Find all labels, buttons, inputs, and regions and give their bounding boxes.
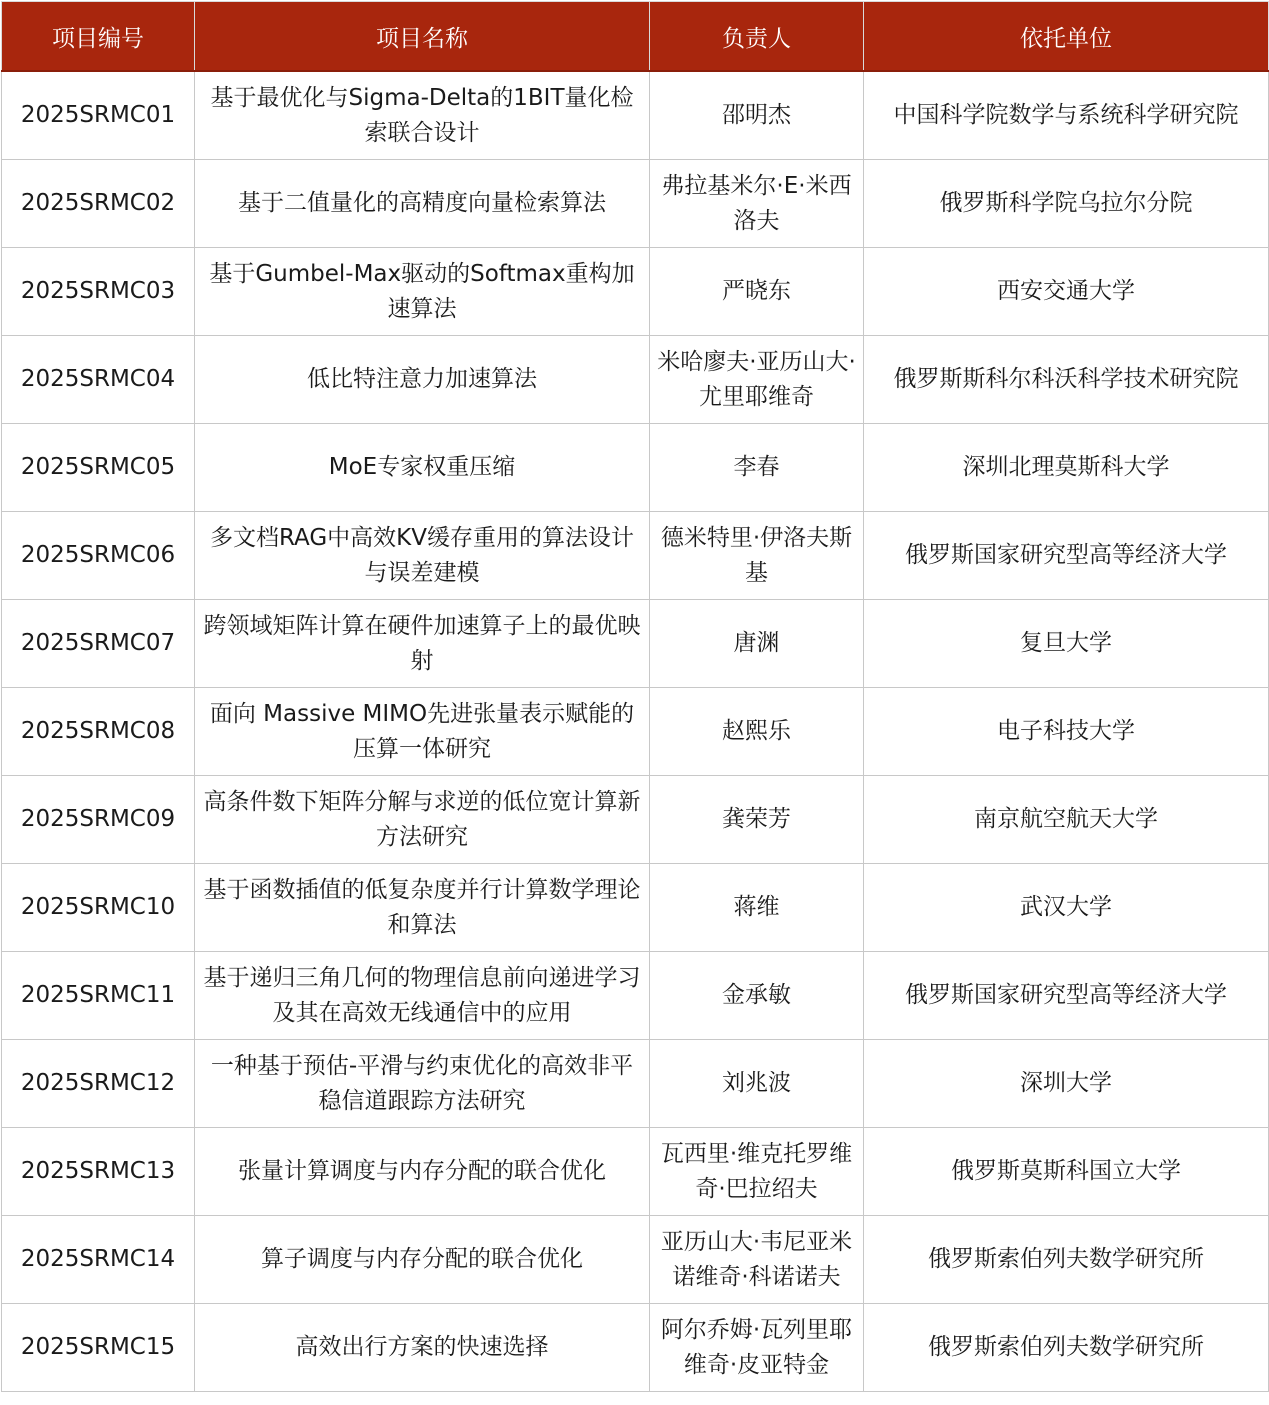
cell-code: 2025SRMC09: [2, 776, 195, 864]
cell-unit: 电子科技大学: [864, 688, 1269, 776]
table-row: [2, 1040, 1269, 1128]
cell-code: 2025SRMC02: [2, 160, 195, 248]
table-row: [2, 1304, 1269, 1392]
table-row: [2, 424, 1269, 512]
cell-code: 2025SRMC01: [2, 71, 195, 160]
cell-unit: 俄罗斯国家研究型高等经济大学: [864, 512, 1269, 600]
cell-person: 米哈廖夫·亚历山大·尤里耶维奇: [650, 336, 864, 424]
cell-code: 2025SRMC14: [2, 1216, 195, 1304]
cell-person: 弗拉基米尔·E·米西洛夫: [650, 160, 864, 248]
cell-name: 张量计算调度与内存分配的联合优化: [195, 1128, 650, 1216]
header-name: 项目名称: [195, 2, 650, 72]
cell-person: 严晓东: [650, 248, 864, 336]
cell-person: 赵熙乐: [650, 688, 864, 776]
cell-name: 基于最优化与Sigma-Delta的1BIT量化检索联合设计: [195, 71, 650, 160]
cell-code: 2025SRMC06: [2, 512, 195, 600]
cell-name: 基于函数插值的低复杂度并行计算数学理论和算法: [195, 864, 650, 952]
cell-person: 李春: [650, 424, 864, 512]
header-code: 项目编号: [2, 2, 195, 72]
cell-name: 面向 Massive MIMO先进张量表示赋能的压算一体研究: [195, 688, 650, 776]
cell-person: 唐渊: [650, 600, 864, 688]
cell-name: 低比特注意力加速算法: [195, 336, 650, 424]
cell-unit: 武汉大学: [864, 864, 1269, 952]
cell-code: 2025SRMC15: [2, 1304, 195, 1392]
cell-name: 基于二值量化的高精度向量检索算法: [195, 160, 650, 248]
cell-name: 跨领域矩阵计算在硬件加速算子上的最优映射: [195, 600, 650, 688]
cell-person: 金承敏: [650, 952, 864, 1040]
table-row: [2, 864, 1269, 952]
cell-person: 阿尔乔姆·瓦列里耶维奇·皮亚特金: [650, 1304, 864, 1392]
cell-person: 亚历山大·韦尼亚米诺维奇·科诺诺夫: [650, 1216, 864, 1304]
table-row: [2, 336, 1269, 424]
cell-person: 龚荣芳: [650, 776, 864, 864]
cell-code: 2025SRMC08: [2, 688, 195, 776]
cell-unit: 俄罗斯莫斯科国立大学: [864, 1128, 1269, 1216]
cell-unit: 俄罗斯索伯列夫数学研究所: [864, 1304, 1269, 1392]
cell-name: 高条件数下矩阵分解与求逆的低位宽计算新方法研究: [195, 776, 650, 864]
table-row: [2, 776, 1269, 864]
table-row: [2, 512, 1269, 600]
cell-unit: 俄罗斯国家研究型高等经济大学: [864, 952, 1269, 1040]
table-row: [2, 688, 1269, 776]
cell-person: 邵明杰: [650, 71, 864, 160]
table-row: [2, 1216, 1269, 1304]
cell-unit: 复旦大学: [864, 600, 1269, 688]
cell-code: 2025SRMC10: [2, 864, 195, 952]
cell-name: 一种基于预估-平滑与约束优化的高效非平稳信道跟踪方法研究: [195, 1040, 650, 1128]
cell-code: 2025SRMC07: [2, 600, 195, 688]
cell-code: 2025SRMC05: [2, 424, 195, 512]
cell-person: 瓦西里·维克托罗维奇·巴拉绍夫: [650, 1128, 864, 1216]
cell-person: 德米特里·伊洛夫斯基: [650, 512, 864, 600]
header-row: [2, 2, 1269, 72]
cell-name: 算子调度与内存分配的联合优化: [195, 1216, 650, 1304]
table-header: [2, 2, 1269, 72]
cell-name: 高效出行方案的快速选择: [195, 1304, 650, 1392]
cell-unit: 南京航空航天大学: [864, 776, 1269, 864]
cell-code: 2025SRMC13: [2, 1128, 195, 1216]
cell-unit: 西安交通大学: [864, 248, 1269, 336]
cell-unit: 深圳北理莫斯科大学: [864, 424, 1269, 512]
cell-code: 2025SRMC11: [2, 952, 195, 1040]
cell-unit: 俄罗斯斯科尔科沃科学技术研究院: [864, 336, 1269, 424]
cell-unit: 俄罗斯科学院乌拉尔分院: [864, 160, 1269, 248]
cell-name: 多文档RAG中高效KV缓存重用的算法设计与误差建模: [195, 512, 650, 600]
table-body: [2, 71, 1269, 1392]
table-row: [2, 71, 1269, 160]
header-person: 负责人: [650, 2, 864, 72]
cell-person: 蒋维: [650, 864, 864, 952]
table-row: [2, 600, 1269, 688]
table-row: [2, 952, 1269, 1040]
cell-unit: 俄罗斯索伯列夫数学研究所: [864, 1216, 1269, 1304]
cell-code: 2025SRMC04: [2, 336, 195, 424]
table-row: [2, 160, 1269, 248]
cell-name: 基于递归三角几何的物理信息前向递进学习及其在高效无线通信中的应用: [195, 952, 650, 1040]
cell-code: 2025SRMC12: [2, 1040, 195, 1128]
header-unit: 依托单位: [864, 2, 1269, 72]
cell-person: 刘兆波: [650, 1040, 864, 1128]
cell-code: 2025SRMC03: [2, 248, 195, 336]
projects-table: [1, 1, 1269, 1392]
cell-unit: 深圳大学: [864, 1040, 1269, 1128]
cell-name: MoE专家权重压缩: [195, 424, 650, 512]
table-row: [2, 248, 1269, 336]
cell-name: 基于Gumbel-Max驱动的Softmax重构加速算法: [195, 248, 650, 336]
cell-unit: 中国科学院数学与系统科学研究院: [864, 71, 1269, 160]
table-row: [2, 1128, 1269, 1216]
